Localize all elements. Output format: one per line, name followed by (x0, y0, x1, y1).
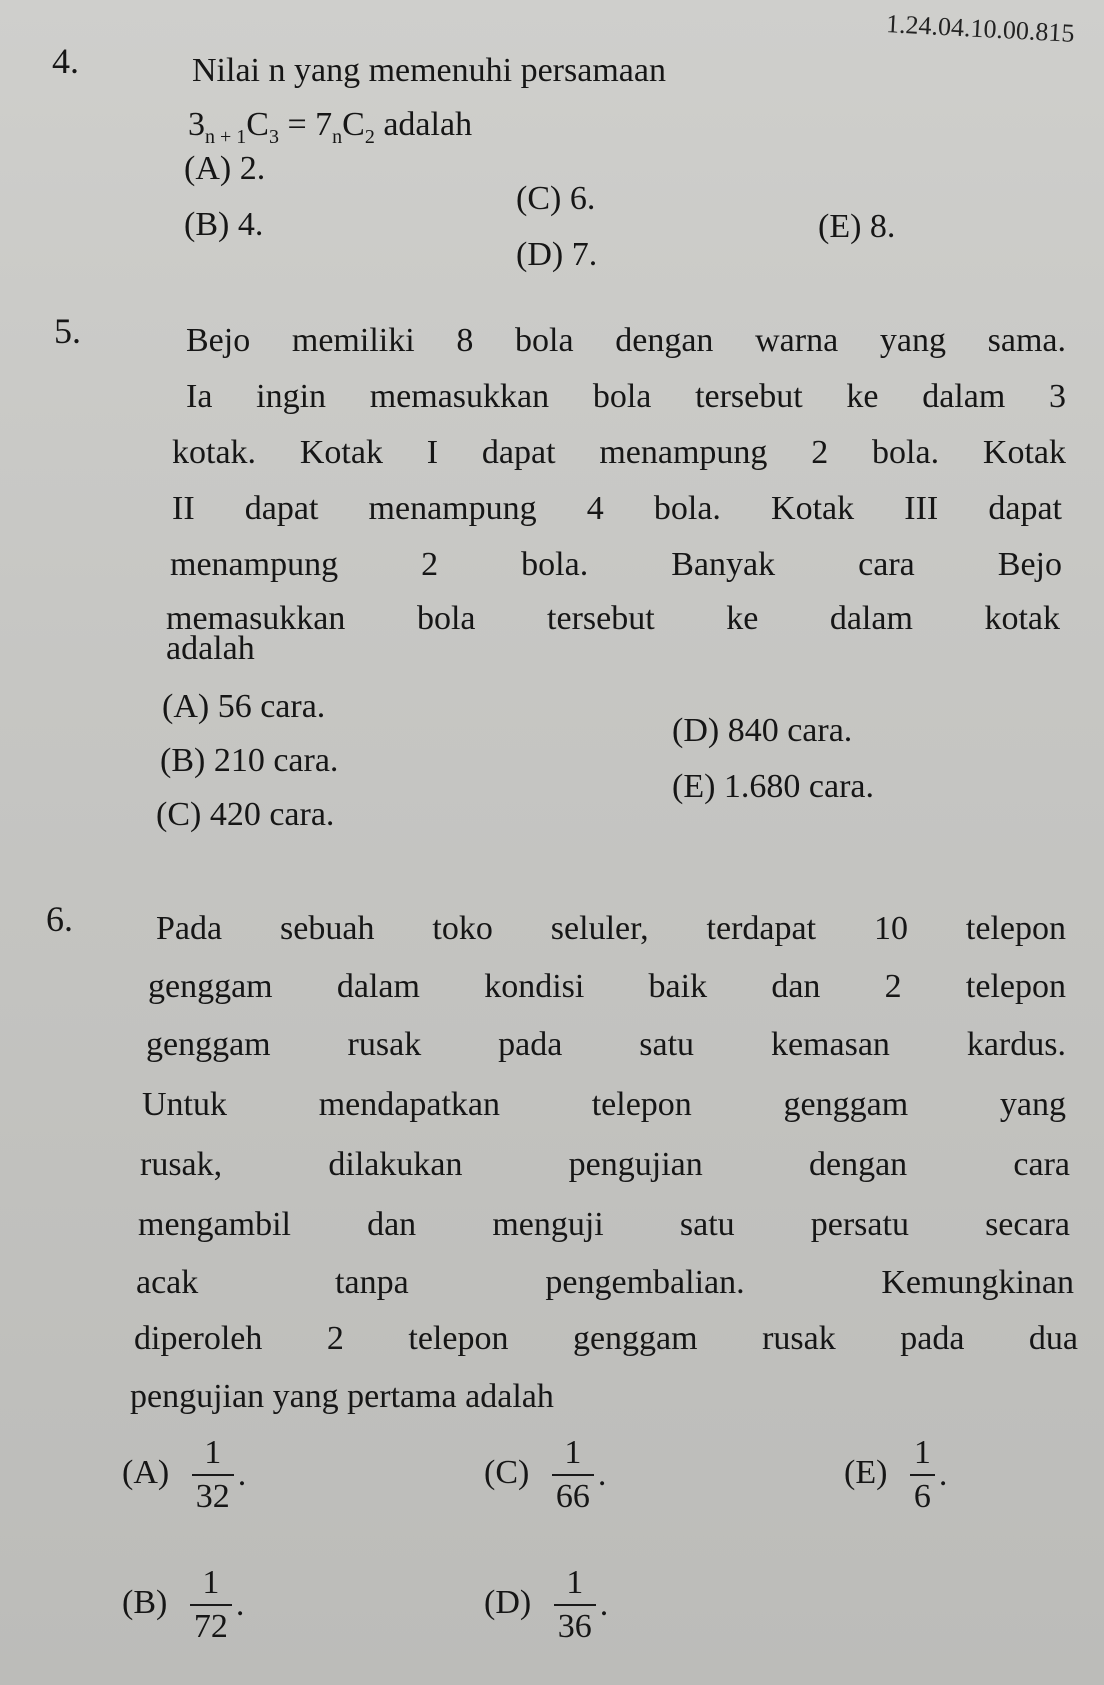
option-period: . (235, 1586, 245, 1623)
question-text-line: II dapat menampung 4 bola. Kotak III dapat (172, 490, 1062, 527)
header-code: 1.24.04.10.00.815 (884, 9, 1075, 48)
option-b[interactable]: (B) 4. (184, 206, 264, 243)
option-label: (C) (484, 1453, 530, 1491)
fraction-denominator: 6 (913, 1478, 931, 1515)
fraction-numerator: 1 (204, 1434, 222, 1471)
option-a[interactable]: (A) 2. (184, 150, 266, 187)
option-period: . (938, 1456, 948, 1493)
option-period: . (237, 1456, 247, 1493)
equation (188, 106, 472, 149)
fraction (192, 1436, 234, 1514)
option-c[interactable] (484, 1436, 606, 1514)
option-period: . (599, 1586, 609, 1623)
option-d[interactable]: (D) 7. (516, 236, 598, 273)
option-period: . (597, 1456, 607, 1493)
question-number: 4. (52, 41, 79, 81)
question-text-line: Ia ingin memasukkan bola tersebut ke dalam 3 (186, 378, 1066, 415)
fraction-numerator: 1 (564, 1434, 582, 1471)
question-number: 5. (54, 311, 81, 351)
option-e[interactable]: (E) 1.680 cara. (672, 768, 875, 805)
fraction-numerator: 1 (202, 1564, 220, 1601)
eq-left-sub: n + 1 (205, 126, 247, 148)
question-text-line: menampung 2 bola. Banyak cara Bejo (170, 546, 1062, 583)
option-label: (A) (122, 1453, 170, 1491)
fraction-denominator: 66 (555, 1478, 590, 1515)
question-text-line: mengambil dan menguji satu persatu secara (138, 1206, 1070, 1243)
question-text-line: diperoleh 2 telepon genggam rusak pada dua (134, 1320, 1078, 1357)
question-text-line: kotak. Kotak I dapat menampung 2 bola. Kotak (172, 434, 1066, 471)
eq-right-csub: 2 (364, 126, 375, 148)
eq-equals: = (278, 106, 316, 143)
fraction-denominator: 36 (557, 1608, 592, 1645)
fraction-numerator: 1 (913, 1434, 931, 1471)
fraction (910, 1436, 935, 1514)
question-text-line: Untuk mendapatkan telepon genggam yang (142, 1086, 1066, 1123)
question-text-line: Bejo memiliki 8 bola dengan warna yang sama. (186, 322, 1066, 359)
question-text-line: genggam rusak pada satu kemasan kardus. (146, 1026, 1066, 1063)
option-c[interactable]: (C) 420 cara. (156, 796, 335, 833)
option-a[interactable]: (A) 56 cara. (162, 688, 326, 725)
fraction (554, 1566, 596, 1644)
option-d[interactable] (484, 1566, 608, 1644)
eq-tail: adalah (374, 106, 473, 143)
option-label: (B) (122, 1583, 168, 1621)
option-e[interactable]: (E) 8. (818, 208, 896, 245)
question-number: 6. (46, 899, 73, 939)
option-label: (D) (484, 1583, 532, 1621)
option-d[interactable]: (D) 840 cara. (672, 712, 853, 749)
question-text: Nilai n yang memenuhi persamaan (192, 52, 666, 89)
eq-right-c: C (342, 106, 365, 143)
question-text-line: acak tanpa pengembalian. Kemungkinan (136, 1264, 1074, 1301)
fraction-denominator: 72 (193, 1608, 228, 1645)
option-b[interactable] (122, 1566, 244, 1644)
question-text-line: memasukkan bola tersebut ke dalam kotak (166, 600, 1060, 637)
question-text-line: genggam dalam kondisi baik dan 2 telepon (148, 968, 1066, 1005)
question-text-line: Pada sebuah toko seluler, terdapat 10 telepon (156, 910, 1066, 947)
eq-left-csub: 3 (268, 126, 279, 148)
option-e[interactable] (844, 1436, 947, 1514)
eq-right-coef: 7 (315, 106, 333, 143)
eq-right-sub: n (332, 126, 343, 148)
eq-left-coef: 3 (188, 106, 205, 143)
eq-left-c: C (246, 106, 269, 143)
question-text-line: adalah (166, 630, 255, 667)
fraction-denominator: 32 (195, 1478, 230, 1515)
question-text-line: rusak, dilakukan pengujian dengan cara (140, 1146, 1070, 1183)
question-text-line: pengujian yang pertama adalah (130, 1378, 554, 1415)
fraction (552, 1436, 594, 1514)
option-b[interactable]: (B) 210 cara. (160, 742, 339, 779)
fraction (190, 1566, 232, 1644)
fraction-numerator: 1 (566, 1564, 584, 1601)
option-a[interactable] (122, 1436, 246, 1514)
option-label: (E) (844, 1453, 888, 1491)
option-c[interactable]: (C) 6. (516, 180, 596, 217)
